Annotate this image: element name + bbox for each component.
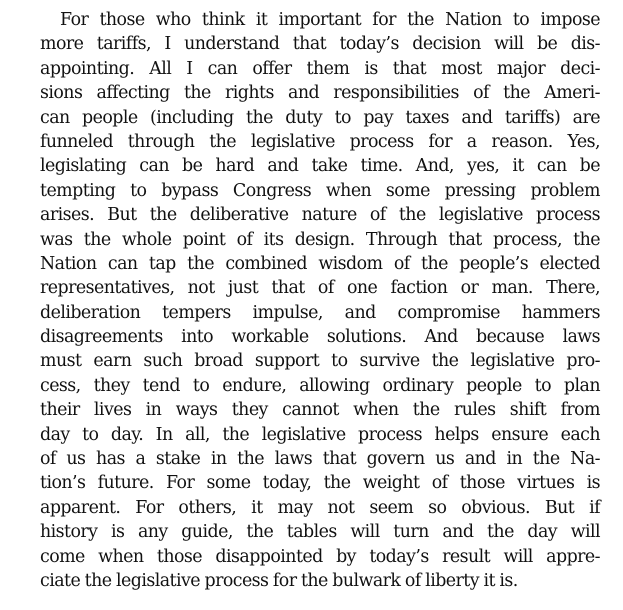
opinion-paragraph — [40, 8, 600, 593]
document-page — [40, 8, 600, 593]
paragraph-line: ciate the legislative process for the bulwark of liberty it is. — [40, 570, 518, 591]
paragraph-line: legislating can be hard and take time. And, yes, it can be — [40, 156, 600, 177]
paragraph-line: arises. But the deliberative nature of the legislative process — [40, 205, 600, 226]
paragraph-line: history is any guide, the tables will turn and the day will — [40, 522, 600, 543]
paragraph-line: cess, they tend to endure, allowing ordinary people to plan — [40, 375, 600, 396]
paragraph-line: day to day. In all, the legislative process helps ensure each — [40, 424, 600, 445]
paragraph-line: apparent. For others, it may not seem so obvious. But if — [40, 497, 600, 518]
paragraph-line: sions affecting the rights and responsibilities of the Ameri- — [40, 83, 600, 104]
paragraph-line: of us has a stake in the laws that govern us and in the Na- — [40, 449, 600, 470]
paragraph-line: deliberation tempers impulse, and compromise hammers — [40, 302, 600, 323]
paragraph-line: tempting to bypass Congress when some pressing problem — [40, 180, 600, 201]
paragraph-line: appointing. All I can offer them is that most major deci- — [40, 58, 600, 79]
paragraph-line: can people (including the duty to pay taxes and tariffs) are — [40, 107, 600, 128]
paragraph-line: their lives in ways they cannot when the rules shift from — [40, 400, 600, 421]
paragraph-line: Nation can tap the combined wisdom of the people’s elected — [40, 253, 600, 274]
paragraph-line: tion’s future. For some today, the weight of those virtues is — [40, 473, 600, 494]
paragraph-line: representatives, not just that of one faction or man. There, — [40, 278, 600, 299]
paragraph-line: funneled through the legislative process for a reason. Yes, — [40, 131, 600, 152]
paragraph-line: was the whole point of its design. Through that process, the — [40, 229, 600, 250]
paragraph-line: must earn such broad support to survive the legislative pro- — [40, 351, 600, 372]
paragraph-line: disagreements into workable solutions. And because laws — [40, 327, 600, 348]
paragraph-line: more tariffs, I understand that today’s decision will be dis- — [40, 34, 600, 55]
paragraph-line: come when those disappointed by today’s result will appre- — [40, 546, 600, 567]
paragraph-line: For those who think it important for the Nation to impose — [60, 10, 600, 30]
